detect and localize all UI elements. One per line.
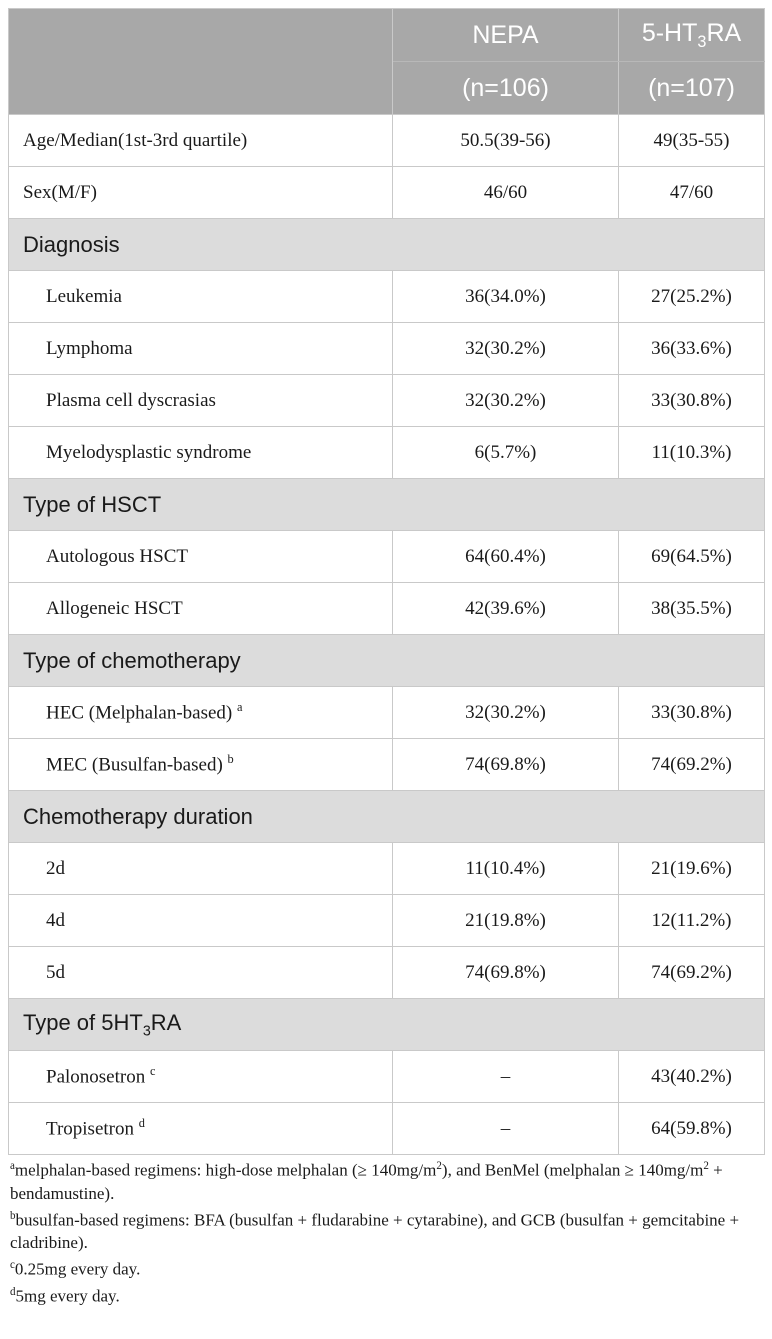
row-label: Age/Median(1st-3rd quartile) [9, 115, 393, 167]
row-label: Autologous HSCT [9, 531, 393, 583]
nepa-value: 42(39.6%) [393, 583, 619, 635]
section-header-duration [9, 791, 765, 843]
table-row [9, 895, 765, 947]
table-row [9, 1103, 765, 1155]
footnote-mark: b [227, 752, 234, 767]
table-row [9, 583, 765, 635]
5ht3ra-value: 74(69.2%) [619, 739, 765, 791]
5ht3ra-value: 11(10.3%) [619, 427, 765, 479]
header-5ht3ra-n: (n=107) [619, 62, 765, 115]
nepa-value: 6(5.7%) [393, 427, 619, 479]
footnote-c: $^c$0.25mg every day. [10, 1259, 141, 1279]
row-label: Sex(M/F) [9, 167, 393, 219]
5ht3ra-value: 12(11.2%) [619, 895, 765, 947]
row-label: HEC (Melphalan-based) $^a$ [9, 687, 393, 739]
footnote-d: $^d$5mg every day. [10, 1285, 120, 1306]
row-label: Palonosetron $^c$ [9, 1051, 393, 1103]
table-row [9, 1051, 765, 1103]
table-row [9, 843, 765, 895]
section-header-diagnosis [9, 219, 765, 271]
table-row-age [9, 115, 765, 167]
5ht3ra-value: 33(30.8%) [619, 687, 765, 739]
nepa-value: 11(10.4%) [393, 843, 619, 895]
footnote-b: $^b$busulfan-based regimens: BFA (busulfan + fludarabine + cytarabine), and GCB (busulfan + gemcitabine + cladribine). [10, 1209, 740, 1253]
nepa-value: 32(30.2%) [393, 375, 619, 427]
5ht3ra-value: 33(30.8%) [619, 375, 765, 427]
row-label: Tropisetron $^d$ [9, 1103, 393, 1155]
5ht3ra-value: 74(69.2%) [619, 947, 765, 999]
section-title: Type of $5HT_3RA$ [9, 999, 765, 1051]
section-header-5ht3ra-type [9, 999, 765, 1051]
row-label: Allogeneic HSCT [9, 583, 393, 635]
section-title: Type of chemotherapy [9, 635, 765, 687]
5ht3ra-value: 47/60 [619, 167, 765, 219]
header-nepa-n: (n=106) [393, 62, 619, 115]
5ht3ra-value: 21(19.6%) [619, 843, 765, 895]
table-row-sex [9, 167, 765, 219]
footnote-mark: a [237, 700, 243, 715]
nepa-value: – [393, 1051, 619, 1103]
5ht3ra-value: 49(35-55) [619, 115, 765, 167]
table-row [9, 531, 765, 583]
section-title: Diagnosis [9, 219, 765, 271]
header-blank-cell [9, 9, 393, 115]
row-label: Lymphoma [9, 323, 393, 375]
row-label: 5d [9, 947, 393, 999]
table-row [9, 687, 765, 739]
footnote-a: $^a$melphalan-based regimens: high-dose melphalan (≥ $140mg/m^2$), and BenMel (melphalan ≥ $140mg/m^2$ + bendamustine). [10, 1160, 723, 1203]
table-row [9, 739, 765, 791]
characteristics-table [8, 8, 765, 1155]
5ht3ra-value: 27(25.2%) [619, 271, 765, 323]
section-header-chemotherapy [9, 635, 765, 687]
table-row [9, 323, 765, 375]
baseline-characteristics-document [8, 8, 764, 1308]
footnote-mark: c [149, 1064, 156, 1079]
table-row [9, 271, 765, 323]
footnote-mark: d [138, 1116, 145, 1131]
nepa-value: 74(69.8%) [393, 947, 619, 999]
header-5ht3ra: $5-HT_3RA$ [619, 9, 765, 62]
section-title: Chemotherapy duration [9, 791, 765, 843]
5ht3ra-value: 64(59.8%) [619, 1103, 765, 1155]
nepa-value: 32(30.2%) [393, 323, 619, 375]
row-label: 2d [9, 843, 393, 895]
nepa-value: 50.5(39-56) [393, 115, 619, 167]
nepa-value: 46/60 [393, 167, 619, 219]
5ht3ra-value: 43(40.2%) [619, 1051, 765, 1103]
5ht3ra-value: 36(33.6%) [619, 323, 765, 375]
nepa-value: 21(19.8%) [393, 895, 619, 947]
nepa-value: 64(60.4%) [393, 531, 619, 583]
row-label: 4d [9, 895, 393, 947]
nepa-value: 32(30.2%) [393, 687, 619, 739]
row-label: Myelodysplastic syndrome [9, 427, 393, 479]
5ht3ra-value: 38(35.5%) [619, 583, 765, 635]
row-label: MEC (Busulfan-based) $^b$ [9, 739, 393, 791]
row-label: Plasma cell dyscrasias [9, 375, 393, 427]
header-nepa: NEPA [393, 9, 619, 62]
nepa-value: – [393, 1103, 619, 1155]
nepa-value: 36(34.0%) [393, 271, 619, 323]
nepa-value: 74(69.8%) [393, 739, 619, 791]
5ht3ra-value: 69(64.5%) [619, 531, 765, 583]
table-row [9, 947, 765, 999]
row-label: Leukemia [9, 271, 393, 323]
section-title: Type of HSCT [9, 479, 765, 531]
footnotes [8, 1155, 764, 1308]
table-row [9, 375, 765, 427]
section-header-hsct [9, 479, 765, 531]
table-row [9, 427, 765, 479]
